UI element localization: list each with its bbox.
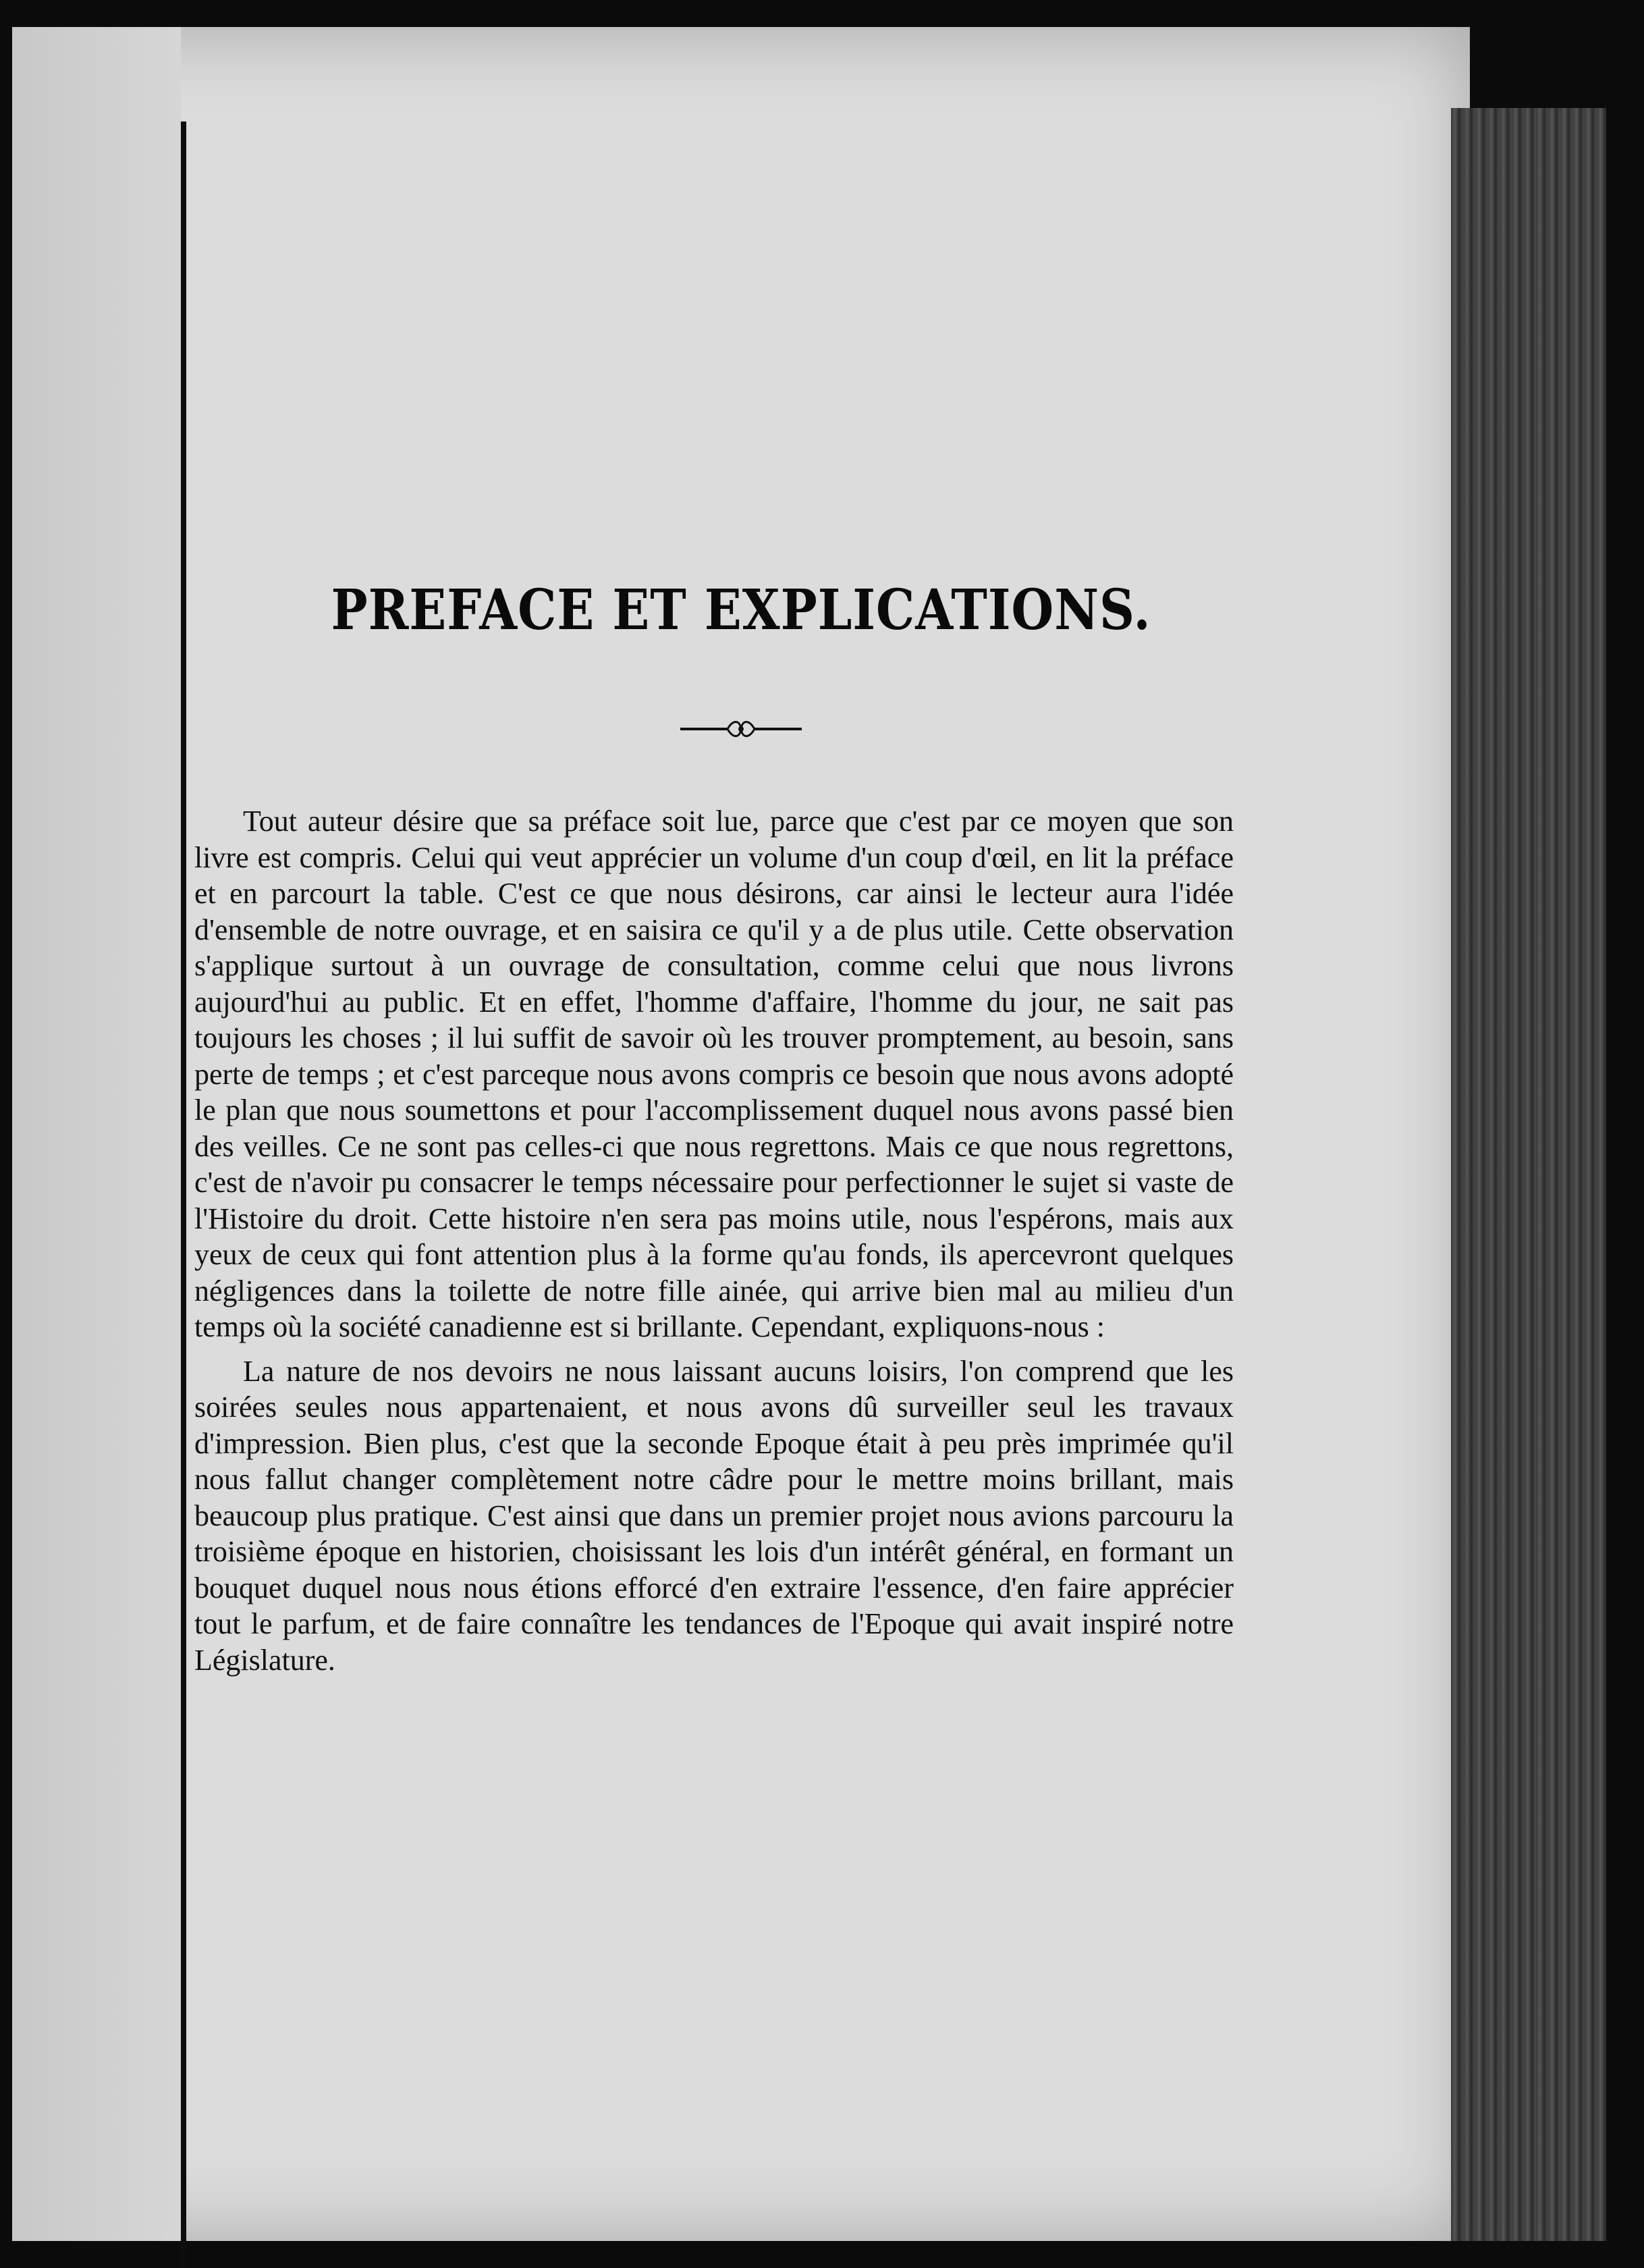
page-title: PREFACE ET EXPLICATIONS. — [331, 576, 1151, 643]
body-text — [194, 803, 1234, 1678]
book-page — [12, 27, 1470, 2241]
decorative-rule-icon — [674, 709, 809, 749]
left-margin — [12, 27, 181, 2241]
page-stack-edge — [1451, 108, 1606, 2241]
paragraph-1: Tout auteur désire que sa préface soit lue, parce que c'est par ce moyen que son livre est compris. Celui qui veut apprécier un volume d'un coup d'œil, en lit la préface et en parcourt la table. C'est ce que nous désirons, car ainsi le lecteur aura l'idée d'ensemble de notre ouvrage, et en saisira ce qu'il y a de plus utile. Cette observation s'applique surtout à un ouvrage de consultation, comme celui que nous livrons aujourd'hui au public. Et en effet, l'homme d'affaire, l'homme du jour, ne sait pas toujours les choses ; il lui suffit de savoir où les trouver promptement, au besoin, sans perte de temps ; et c'est parceque nous avons compris ce besoin que nous avons adopté le plan que nous soumettons et pour l'accomplissement duquel nous avons passé bien des veilles. Ce ne sont pas celles-ci que nous regrettons. Mais ce que nous regrettons, c'est de n'avoir pu consacrer le temps nécessaire pour perfectionner le sujet si vaste de l'Histoire du droit. Cette histoire n'en sera pas moins utile, nous l'espérons, mais aux yeux de ceux qui font attention plus à la forme qu'au fonds, ils apercevront quelques négligences dans la toilette de notre fille ainée, qui arrive bien mal au milieu d'un temps où la société canadienne est si brillante. Cependant, expliquons-nous : — [194, 805, 1234, 1343]
paragraph-2: La nature de nos devoirs ne nous laissant aucuns loisirs, l'on comprend que les soirées seules nous appartenaient, et nous avons dû surveiller seul les travaux d'impression. Bien plus, c'est que la seconde Epoque était à peu près imprimée qu'il nous fallut changer complètement notre câdre pour le mettre moins brillant, mais beaucoup plus pratique. C'est ainsi que dans un premier projet nous avions parcouru la troisième époque en historien, choisissant les lois d'un intérêt général, en formant un bouquet duquel nous nous étions efforcé d'en extraire l'essence, d'en faire apprécier tout le parfum, et de faire connaître les tendances de l'Epoque qui avait inspiré notre Législature. — [194, 1354, 1234, 1677]
gutter-line — [181, 122, 186, 2268]
